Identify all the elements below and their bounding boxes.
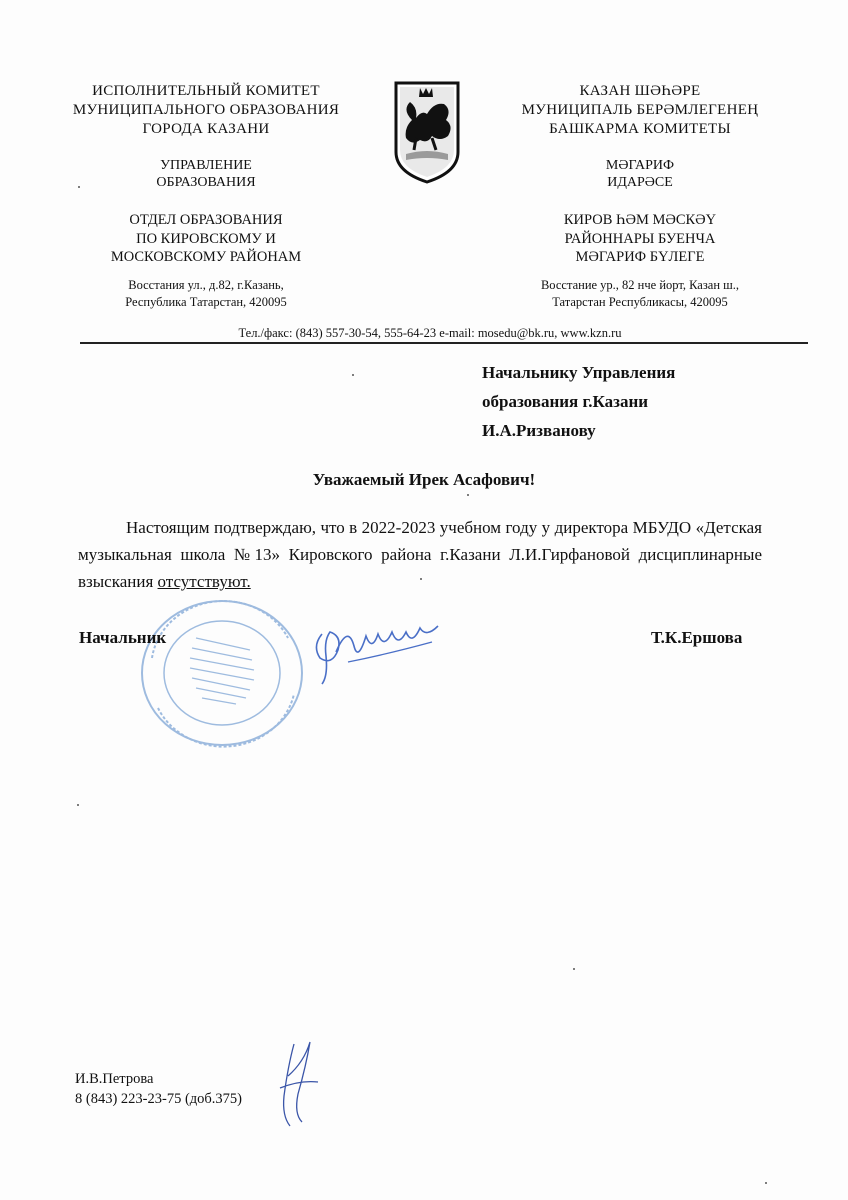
org-line: ИСПОЛНИТЕЛЬНЫЙ КОМИТЕТ (92, 83, 320, 99)
department-line: ИДАРӘСЕ (607, 175, 673, 190)
address-line: Восстания ул., д.82, г.Казань, (128, 277, 284, 292)
initials-mark (270, 1036, 330, 1132)
scan-speck (352, 374, 354, 376)
addressee-line: образования г.Казани (482, 392, 649, 411)
signatory-title: Начальник (79, 628, 167, 647)
address-line: Татарстан Республикасы, 420095 (552, 294, 728, 309)
official-stamp (138, 598, 306, 748)
executor-name: И.В.Петрова (75, 1071, 154, 1087)
org-line: МУНИЦИПАЛЬ БЕРӘМЛЕГЕНЕҢ (521, 102, 759, 118)
division-line: РАЙОННАРЫ БУЕНЧА (564, 230, 716, 247)
division-line: МӘГАРИФ БҮЛЕГЕ (575, 249, 705, 265)
header-left (58, 82, 354, 311)
addressee-line: И.А.Ризванову (482, 421, 596, 440)
scan-speck (77, 804, 79, 806)
body-text: Настоящим подтверждаю, что в 2022-2023 учебном году у директора МБУДО «Детская музыкальная школа №13» Кировского района г.Казани Л.И.Гирфановой дисциплинарные взыскания (78, 518, 762, 591)
department-line: ОБРАЗОВАНИЯ (156, 175, 256, 190)
addressee-line: Начальнику Управления (482, 363, 676, 382)
scan-speck (420, 578, 422, 580)
address-line: Восстание ур., 82 нче йорт, Казан ш., (540, 277, 740, 292)
executor-phone: 8 (843) 223-23-75 (доб.375) (75, 1091, 242, 1107)
department-line: УПРАВЛЕНИЕ (160, 158, 252, 173)
scan-speck (78, 186, 80, 188)
org-line: МУНИЦИПАЛЬНОГО ОБРАЗОВАНИЯ (72, 102, 340, 118)
signature-mark (308, 606, 448, 688)
signatory-name: Т.К.Ершова (651, 628, 743, 647)
address-line: Республика Татарстан, 420095 (125, 294, 287, 309)
footer-executor (75, 1069, 242, 1109)
division-line: КИРОВ ҺӘМ МӘСКӘҮ (563, 212, 717, 228)
body-underlined: отсутствуют. (157, 572, 251, 591)
org-line: КАЗАН ШӘҺӘРЕ (579, 83, 701, 99)
division-line: ПО КИРОВСКОМУ И (136, 230, 276, 247)
scan-speck (573, 968, 575, 970)
org-line: БАШКАРМА КОМИТЕТЫ (549, 121, 731, 137)
department-line: МӘГАРИФ (605, 158, 675, 173)
division-line: МОСКОВСКОМУ РАЙОНАМ (110, 249, 302, 265)
header-divider (80, 342, 808, 344)
division-line: ОТДЕЛ ОБРАЗОВАНИЯ (129, 212, 283, 228)
contacts-line: Тел./факс: (843) 557-30-54, 555-64-23 e-mail: mosedu@bk.ru, www.kzn.ru (238, 326, 622, 340)
coat-of-arms-icon (392, 80, 462, 184)
org-line: ГОРОДА КАЗАНИ (142, 121, 270, 137)
scan-speck (467, 494, 469, 496)
greeting: Уважаемый Ирек Асафович! (312, 470, 536, 489)
header-right (505, 82, 775, 311)
addressee-block (482, 358, 675, 445)
scan-speck (765, 1182, 767, 1184)
letter-body (78, 514, 762, 595)
